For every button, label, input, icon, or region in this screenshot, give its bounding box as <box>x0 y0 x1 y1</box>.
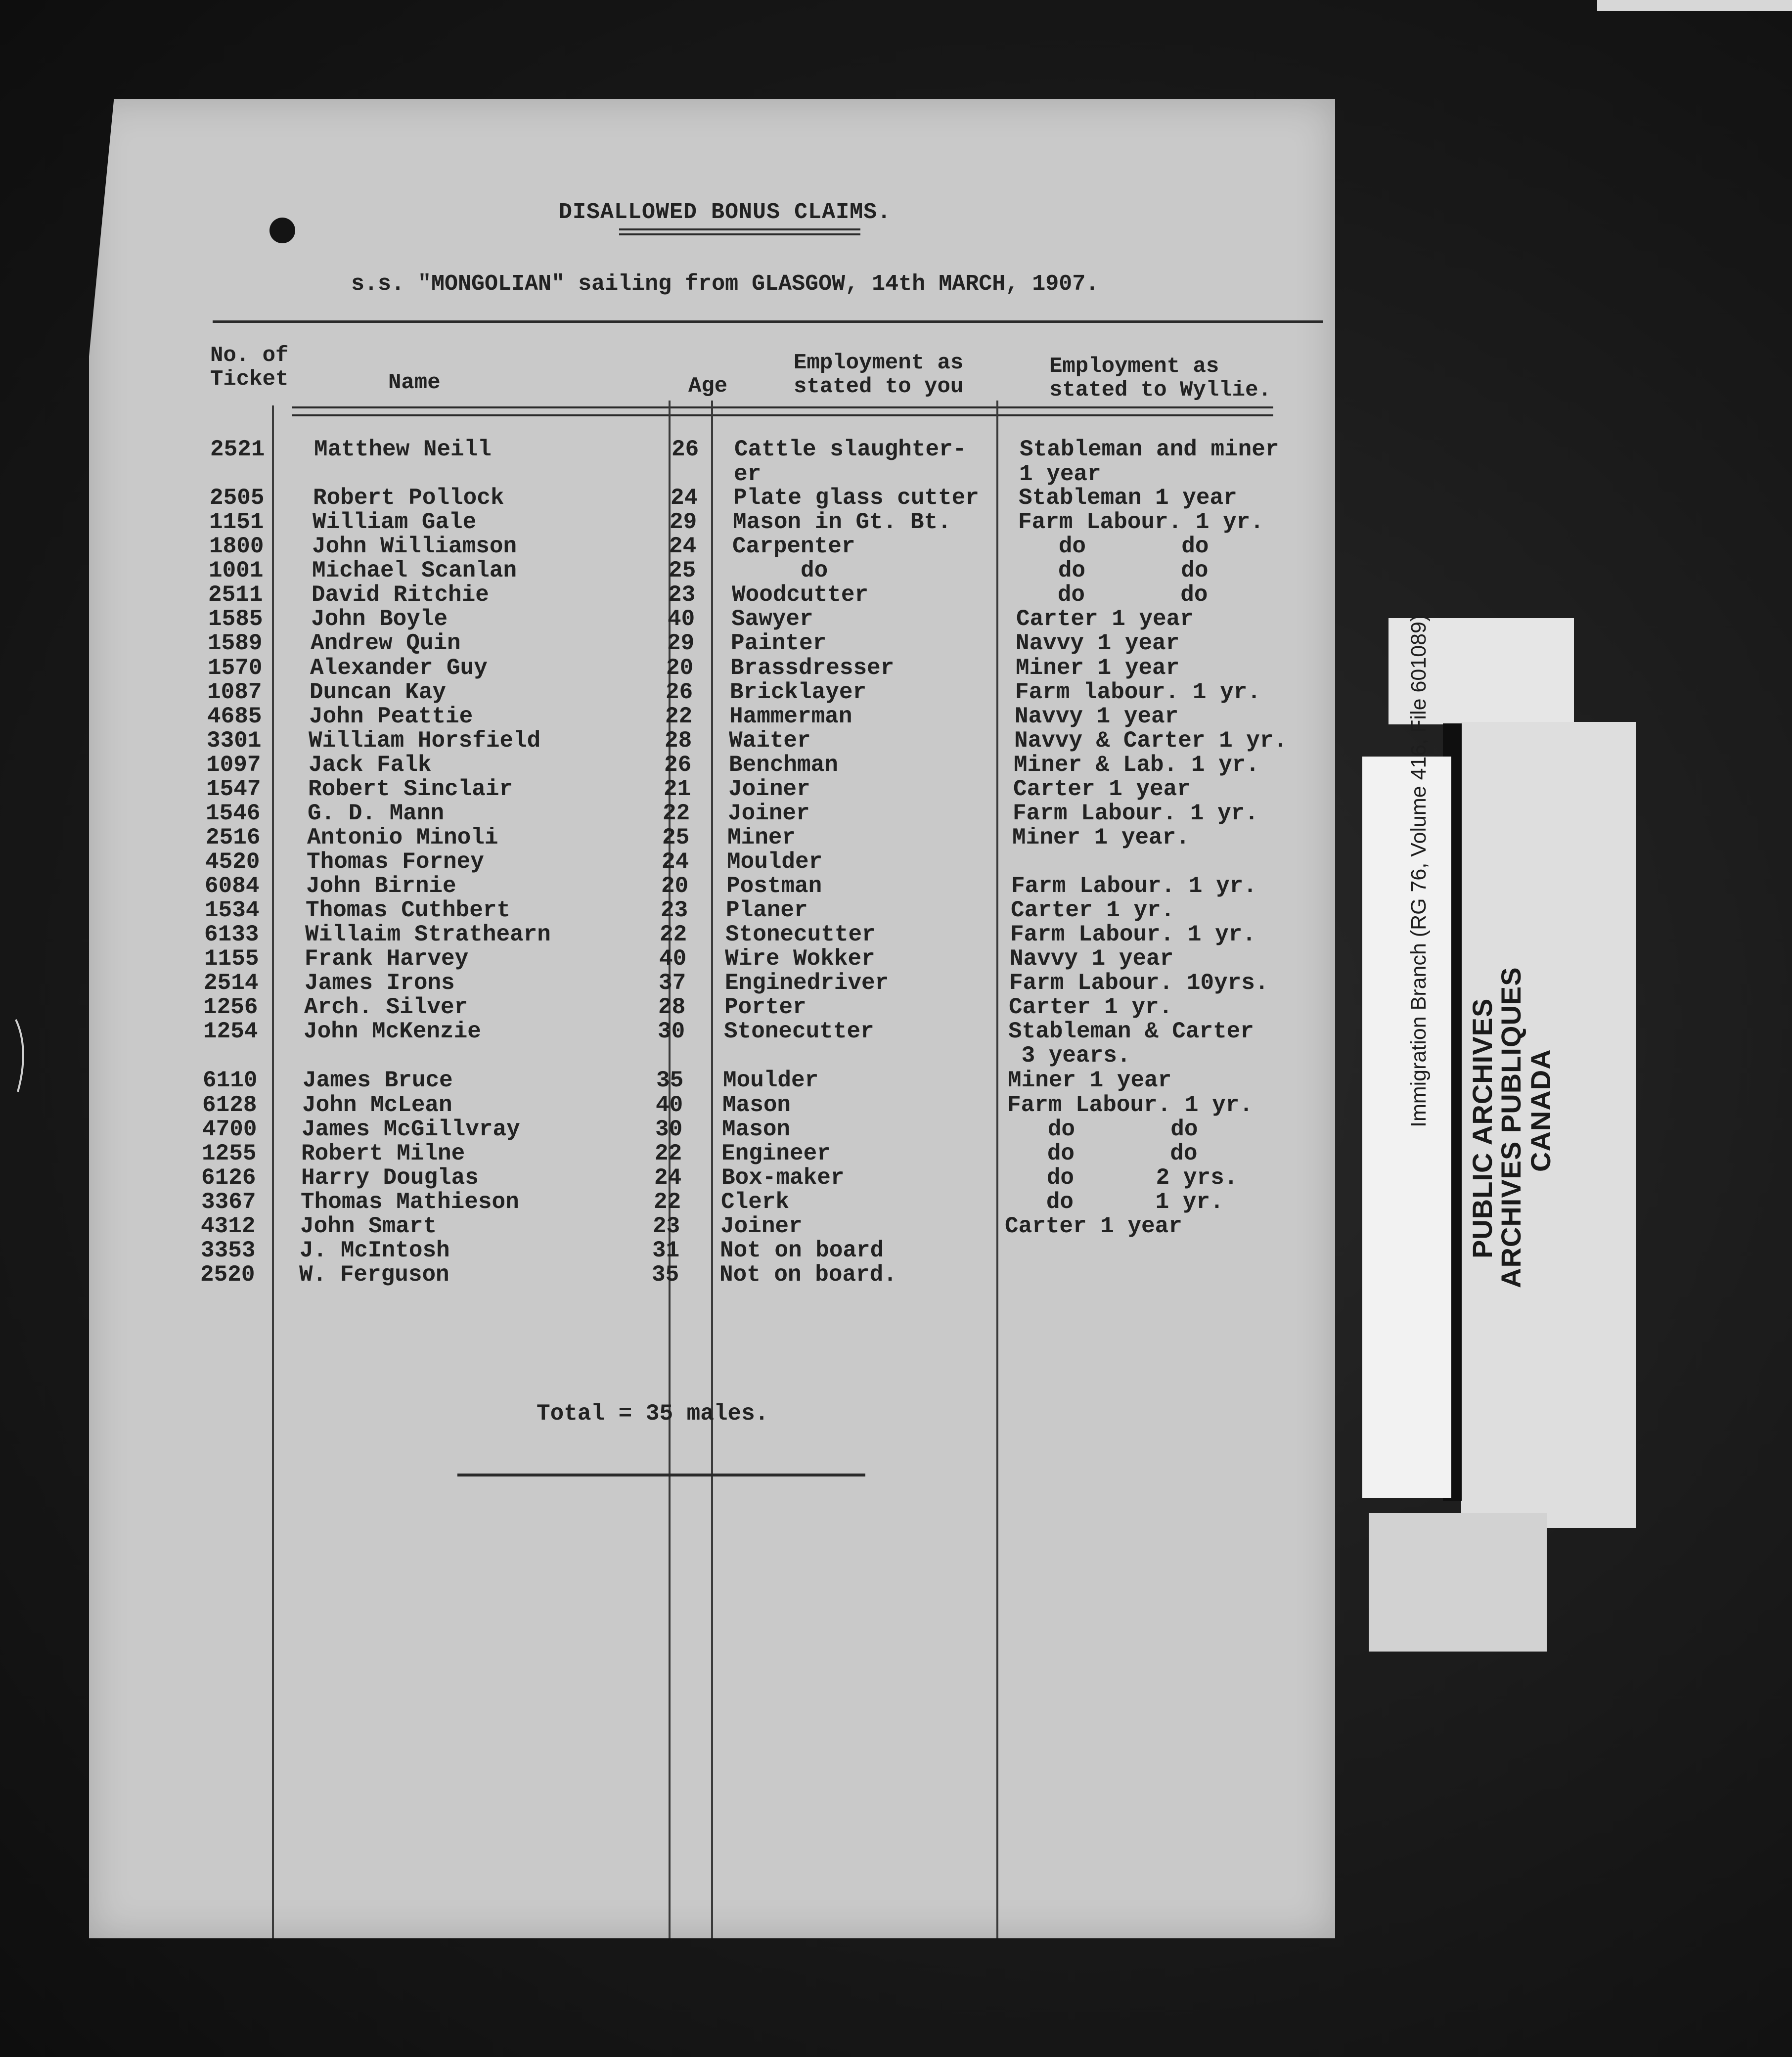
column-divider-employment <box>996 401 998 1938</box>
name-cell: James Irons <box>305 970 455 996</box>
name-cell: Robert Sinclair <box>308 776 513 802</box>
ticket-cell: 4700 <box>202 1117 257 1142</box>
employment-you-cell: Joiner <box>728 801 810 826</box>
employment-wyllie-cell: 3 years. <box>1008 1043 1131 1069</box>
name-cell: Andrew Quin <box>311 630 461 656</box>
ticket-cell: 2511 <box>208 582 263 608</box>
age-cell: 22 <box>663 801 690 826</box>
employment-wyllie-cell: Farm Labour. 1 yr. <box>1007 1092 1253 1118</box>
employment-wyllie-cell: Navvy & Carter 1 yr. <box>1014 728 1288 754</box>
age-cell: 29 <box>667 630 695 656</box>
age-cell: 30 <box>655 1117 683 1142</box>
employment-wyllie-cell: Carter 1 yr. <box>1009 994 1173 1020</box>
age-cell: 29 <box>670 509 697 535</box>
employment-wyllie-cell: Navvy 1 year <box>1016 630 1180 656</box>
employment-wyllie-cell: Farm Labour. 10yrs. <box>1009 970 1269 996</box>
employment-you-cell: Bricklayer <box>730 679 867 705</box>
archive-file-reference: Immigration Branch (RG 76, Volume 416, File 601089) <box>1407 614 1431 1127</box>
employment-you-cell: Hammerman <box>729 704 852 729</box>
employment-you-cell: Planer <box>726 897 808 923</box>
employment-wyllie-cell: Stableman 1 year <box>1019 485 1237 511</box>
ticket-cell: 3367 <box>201 1189 256 1215</box>
employment-wyllie-cell: Stableman and miner <box>1020 437 1279 462</box>
name-cell: John McLean <box>302 1092 452 1118</box>
employment-you-cell: Wire Wokker <box>725 946 875 972</box>
header-employment-wyllie-line2: stated to Wyllie. <box>1049 378 1271 402</box>
employment-wyllie-cell: Carter 1 yr. <box>1011 897 1175 923</box>
age-cell: 30 <box>658 1019 685 1044</box>
header-employment-you-line2: stated to you <box>794 374 964 399</box>
name-cell: Harry Douglas <box>301 1165 479 1191</box>
name-cell: Thomas Forney <box>307 849 484 875</box>
employment-you-cell: Stonecutter <box>724 1019 874 1044</box>
employment-wyllie-cell: do do <box>1007 1117 1198 1142</box>
ticket-cell: 1589 <box>208 630 263 656</box>
archive-name-country: CANADA <box>1525 1049 1556 1172</box>
ticket-cell: 1097 <box>206 752 261 778</box>
document-title: DISALLOWED BONUS CLAIMS. <box>559 200 892 225</box>
ticket-cell: 1255 <box>202 1141 257 1166</box>
header-name: Name <box>388 370 441 395</box>
employment-wyllie-cell: Carter 1 year <box>1016 606 1194 632</box>
employment-you-cell: Moulder <box>727 849 823 875</box>
employment-you-cell: Woodcutter <box>732 582 869 608</box>
employment-you-cell: Sawyer <box>731 606 813 632</box>
employment-wyllie-cell: 1 year <box>1019 461 1101 487</box>
employment-wyllie-cell: Navvy 1 year <box>1015 704 1179 729</box>
age-cell: 24 <box>662 849 689 875</box>
header-rule-2 <box>292 414 1273 416</box>
ticket-cell: 6128 <box>202 1092 257 1118</box>
name-cell: James McGillvray <box>302 1117 520 1142</box>
employment-you-cell: Not on board. <box>719 1262 897 1288</box>
age-cell: 35 <box>656 1068 684 1093</box>
header-employment-you-line1: Employment as <box>794 351 964 375</box>
ticket-cell: 3353 <box>201 1238 256 1263</box>
employment-wyllie-cell: Carter 1 year <box>1005 1213 1182 1239</box>
ticket-cell: 6126 <box>201 1165 256 1191</box>
ticket-cell: 1534 <box>205 897 260 923</box>
age-cell: 26 <box>672 437 699 462</box>
employment-you-cell: Postman <box>726 873 822 899</box>
name-cell: Antonio Minoli <box>307 825 498 850</box>
scanner-edge-strip <box>1597 0 1792 11</box>
archive-name-english: PUBLIC ARCHIVES <box>1467 998 1498 1258</box>
total-underline <box>457 1474 865 1476</box>
ticket-cell: 1800 <box>209 534 264 559</box>
employment-wyllie-cell: Miner 1 year <box>1016 655 1180 681</box>
name-cell: John Birnie <box>306 873 456 899</box>
ticket-cell: 2520 <box>200 1262 255 1288</box>
employment-wyllie-cell: do do <box>1017 582 1208 608</box>
ticket-cell: 1254 <box>203 1019 258 1044</box>
ticket-cell: 6110 <box>203 1068 258 1093</box>
employment-wyllie-cell: do do <box>1006 1141 1198 1166</box>
age-cell: 25 <box>662 825 690 850</box>
age-cell: 20 <box>661 873 689 899</box>
age-cell: 25 <box>669 558 696 583</box>
employment-wyllie-cell: do 2 yrs. <box>1006 1165 1238 1191</box>
employment-you-cell: Joiner <box>728 776 810 802</box>
employment-wyllie-cell: do 1 yr. <box>1005 1189 1224 1215</box>
employment-wyllie-cell: do do <box>1017 558 1209 583</box>
age-cell: 37 <box>659 970 686 996</box>
age-cell: 21 <box>664 776 691 802</box>
name-cell: John Peattie <box>309 704 473 729</box>
name-cell: Frank Harvey <box>305 946 469 972</box>
employment-you-cell: do <box>732 558 828 583</box>
employment-wyllie-cell: do do <box>1018 534 1209 559</box>
ticket-cell: 2505 <box>210 485 265 511</box>
ticket-cell: 6084 <box>205 873 260 899</box>
name-cell: William Gale <box>313 509 477 535</box>
age-cell: 23 <box>661 897 688 923</box>
age-cell: 24 <box>669 534 697 559</box>
employment-wyllie-cell: Miner 1 year. <box>1012 825 1190 850</box>
employment-wyllie-cell: Farm Labour. 1 yr. <box>1018 509 1264 535</box>
employment-wyllie-cell: Carter 1 year <box>1013 776 1191 802</box>
employment-wyllie-cell: Navvy 1 year <box>1010 946 1174 972</box>
age-cell: 20 <box>666 655 694 681</box>
name-cell: W. Ferguson <box>299 1262 449 1288</box>
employment-you-cell: Benchman <box>729 752 838 778</box>
employment-you-cell: Mason in Gt. Bt. <box>733 509 951 535</box>
age-cell: 23 <box>653 1213 680 1239</box>
age-cell: 22 <box>655 1141 682 1166</box>
employment-wyllie-cell: Miner & Lab. 1 yr. <box>1014 752 1259 778</box>
ticket-cell: 6133 <box>204 922 259 947</box>
document-subtitle: s.s. "MONGOLIAN" sailing from GLASGOW, 14th MARCH, 1907. <box>351 271 1099 297</box>
name-cell: John Williamson <box>312 534 517 559</box>
name-cell: Thomas Mathieson <box>301 1189 519 1215</box>
employment-wyllie-cell: Farm Labour. 1 yr. <box>1010 922 1256 947</box>
employment-wyllie-cell: Farm Labour. 1 yr. <box>1011 873 1257 899</box>
employment-you-cell: er <box>734 461 762 487</box>
column-divider-age-employment <box>711 401 713 1938</box>
name-cell: Robert Milne <box>301 1141 465 1166</box>
archive-name-french: ARCHIVES PUBLIQUES <box>1495 967 1526 1288</box>
ticket-cell: 2516 <box>206 825 261 850</box>
age-cell: 28 <box>665 728 692 754</box>
employment-wyllie-cell: Miner 1 year <box>1008 1068 1172 1093</box>
name-cell: Michael Scanlan <box>312 558 517 583</box>
age-cell: 26 <box>666 679 693 705</box>
name-cell: Matthew Neill <box>314 437 492 462</box>
name-cell: Arch. Silver <box>304 994 468 1020</box>
ticket-cell: 4312 <box>201 1213 256 1239</box>
ticket-cell: 3301 <box>207 728 262 754</box>
age-cell: 22 <box>660 922 687 947</box>
employment-you-cell: Carpenter <box>732 534 855 559</box>
employment-wyllie-cell: Stableman & Carter <box>1008 1019 1254 1044</box>
age-cell: 22 <box>654 1189 681 1215</box>
name-cell: Robert Pollock <box>313 485 504 511</box>
header-top-rule <box>213 320 1323 323</box>
name-cell: Willaim Strathearn <box>305 922 551 947</box>
age-cell: 23 <box>668 582 696 608</box>
name-cell: John McKenzie <box>304 1019 481 1044</box>
punch-hole <box>269 218 295 243</box>
ticket-cell: 4520 <box>205 849 260 875</box>
name-cell: Alexander Guy <box>310 655 488 681</box>
name-cell: David Ritchie <box>312 582 489 608</box>
name-cell: Thomas Cuthbert <box>306 897 511 923</box>
employment-wyllie-cell: Farm labour. 1 yr. <box>1015 679 1261 705</box>
age-cell: 40 <box>656 1092 683 1118</box>
employment-you-cell: Plate glass cutter <box>733 485 979 511</box>
employment-you-cell: Painter <box>731 630 827 656</box>
employment-you-cell: Moulder <box>723 1068 819 1093</box>
ticket-cell: 1547 <box>206 776 261 802</box>
name-cell: John Smart <box>300 1213 437 1239</box>
ticket-cell: 1151 <box>209 509 264 535</box>
archive-tab-bottom <box>1369 1513 1547 1652</box>
header-rule-1 <box>292 406 1273 408</box>
ticket-cell: 1256 <box>203 994 258 1020</box>
employment-you-cell: Cattle slaughter- <box>734 437 967 462</box>
employment-you-cell: Engineer <box>721 1141 831 1166</box>
age-cell: 24 <box>671 485 698 511</box>
age-cell: 31 <box>652 1238 680 1263</box>
ticket-cell: 2521 <box>210 437 265 462</box>
age-cell: 35 <box>652 1262 679 1288</box>
name-cell: James Bruce <box>303 1068 453 1093</box>
employment-you-cell: Box-maker <box>721 1165 845 1191</box>
header-employment-wyllie-line1: Employment as <box>1049 354 1219 379</box>
age-cell: 24 <box>654 1165 682 1191</box>
header-age: Age <box>688 374 728 399</box>
employment-you-cell: Mason <box>722 1092 791 1118</box>
name-cell: G. D. Mann <box>308 801 445 826</box>
employment-you-cell: Clerk <box>721 1189 790 1215</box>
employment-you-cell: Miner <box>727 825 796 850</box>
employment-you-cell: Waiter <box>729 728 811 754</box>
name-cell: Jack Falk <box>309 752 432 778</box>
age-cell: 40 <box>668 606 695 632</box>
header-ticket-line1: No. of <box>210 343 289 368</box>
age-cell: 28 <box>658 994 686 1020</box>
employment-you-cell: Not on board <box>720 1238 884 1263</box>
ticket-cell: 1155 <box>204 946 259 972</box>
ticket-cell: 1087 <box>207 679 262 705</box>
employment-you-cell: Brassdresser <box>730 655 895 681</box>
name-cell: William Horsfield <box>309 728 541 754</box>
ticket-cell: 2514 <box>204 970 259 996</box>
age-cell: 26 <box>664 752 692 778</box>
margin-pencil-mark <box>14 1019 27 1093</box>
ticket-cell: 1570 <box>208 655 263 681</box>
name-cell: John Boyle <box>311 606 448 632</box>
title-double-underline <box>619 228 860 235</box>
total-line: Total = 35 males. <box>537 1401 769 1427</box>
employment-you-cell: Stonecutter <box>725 922 876 947</box>
column-divider-ticket-name <box>272 405 274 1938</box>
employment-you-cell: Enginedriver <box>725 970 889 996</box>
employment-you-cell: Joiner <box>720 1213 803 1239</box>
ticket-cell: 1585 <box>208 606 263 632</box>
ticket-cell: 1001 <box>209 558 264 583</box>
age-cell: 40 <box>659 946 687 972</box>
name-cell: J. McIntosh <box>300 1238 450 1263</box>
employment-wyllie-cell: Farm Labour. 1 yr. <box>1013 801 1258 826</box>
ticket-cell: 4685 <box>207 704 262 729</box>
name-cell: Duncan Kay <box>310 679 447 705</box>
header-ticket-line2: Ticket <box>210 367 289 392</box>
age-cell: 22 <box>665 704 693 729</box>
ticket-cell: 1546 <box>206 801 261 826</box>
employment-you-cell: Porter <box>724 994 806 1020</box>
employment-you-cell: Mason <box>722 1117 791 1142</box>
